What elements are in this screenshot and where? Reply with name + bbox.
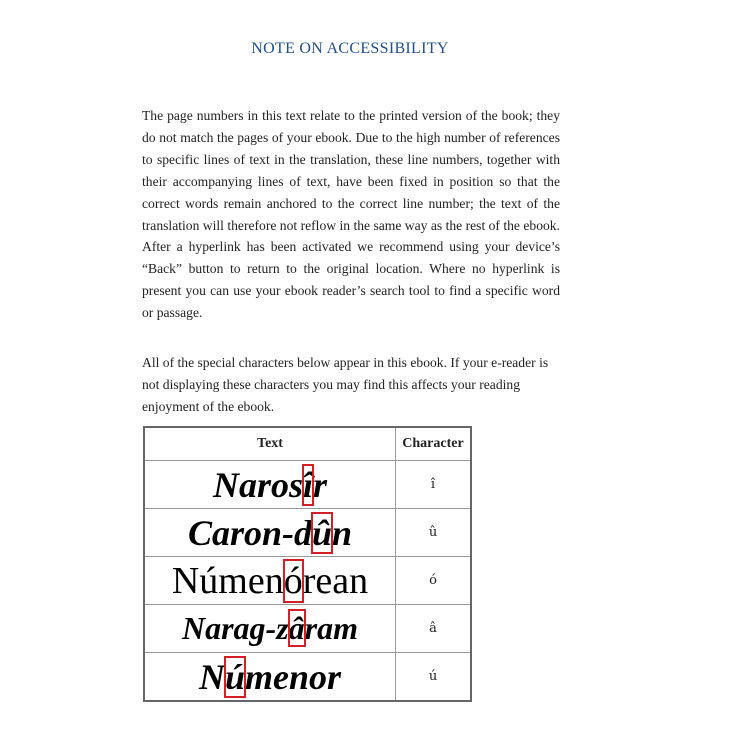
character-cell: û <box>396 509 472 557</box>
special-characters-paragraph: All of the special characters below appear in this ebook. If your e-reader is not displaying these characters you may find this affects your reading enjoyment of the ebook. <box>142 355 549 414</box>
word-image: Caron-dûn <box>187 512 353 553</box>
table-row <box>144 509 471 557</box>
table-row <box>144 653 471 702</box>
highlighted-character: û <box>311 512 333 553</box>
highlighted-character: ú <box>224 656 245 697</box>
word-image: Númenórean <box>171 559 369 602</box>
highlighted-character: î <box>303 464 314 505</box>
character-cell: ú <box>396 653 472 702</box>
character-cell: â <box>396 605 472 653</box>
table-row <box>144 461 471 509</box>
character-cell: ó <box>396 557 472 605</box>
character-cell: î <box>396 461 472 509</box>
header-character: Character <box>396 427 472 461</box>
page-title: NOTE ON ACCESSIBILITY <box>251 40 449 57</box>
highlighted-character: ó <box>283 559 303 602</box>
word-image: Narosîr <box>212 464 328 505</box>
table-row <box>144 557 471 605</box>
word-image: Narag-zâram <box>181 610 358 646</box>
highlighted-character: â <box>288 610 305 646</box>
table-row <box>144 605 471 653</box>
table-header-row <box>144 427 471 461</box>
special-characters-table <box>143 426 472 702</box>
word-image: Númenor <box>198 656 342 697</box>
header-text: Text <box>144 427 396 461</box>
accessibility-paragraph: The page numbers in this text relate to the printed version of the book; they do not match the pages of your ebook. Due to the high number of references to specific lines of text in the translation, these line numbers, together with their accompanying lines of text, have been fixed in position so that the correct words remain anchored to the correct line number; the text of the translation will therefore not reflow in the same way as the rest of the ebook. After a hyperlink has been activated we recommend using your device’s “Back” button to return to the original location. Where no hyperlink is present you can use your ebook reader’s search tool to find a specific word or passage. <box>142 108 560 321</box>
